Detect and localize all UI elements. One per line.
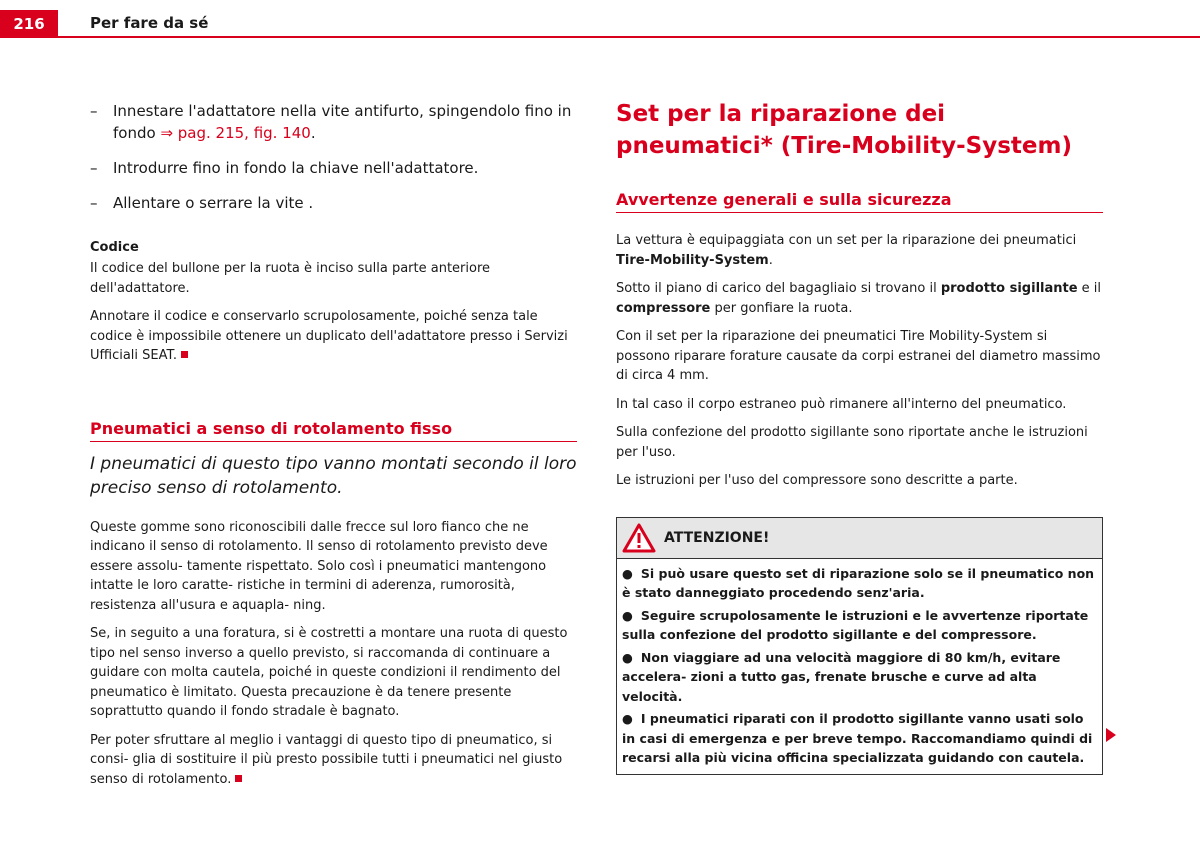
body-paragraph [90, 731, 577, 790]
left-column [90, 100, 577, 798]
body-paragraph [616, 279, 1103, 318]
warning-text: Si può usare questo set di riparazione solo se il pneumatico non è stato danneggiato procedendo senz'aria. [622, 565, 1095, 600]
end-square-icon [181, 351, 188, 358]
codice-paragraph: Il codice del bullone per la ruota è inciso sulla parte anteriore dell'adattatore. [90, 261, 491, 296]
warning-item [617, 606, 1102, 645]
step-dash: – [90, 102, 98, 120]
right-column [616, 98, 1103, 775]
bold-term: prodotto sigillante [940, 281, 1078, 296]
continue-arrow-icon [1106, 728, 1116, 742]
body-paragraph: Le istruzioni per l'uso del compressore sono descritte a parte. [616, 473, 1018, 488]
warning-list [617, 559, 1102, 774]
page-number: 216 [0, 10, 58, 38]
running-title: Per fare da sé [90, 14, 209, 32]
body-paragraph [616, 231, 1103, 270]
warning-text: Seguire scrupolosamente le istruzioni e le avvertenze riportate sulla confezione del prodotto sigillante e del compressore. [622, 607, 1089, 642]
body-paragraph: Se, in seguito a una foratura, si è costretti a montare una ruota di questo tipo nel senso inverso a quello previsto, si raccomanda di continuare a guidare con molta cautela, poiché in queste condizioni il rendimento del pneumatico è limitato. Questa precauzione è da tenere presente soprattutto quando il fondo stradale è bagnato. [90, 626, 568, 719]
subsection-heading: Avvertenze generali e sulla sicurezza [616, 190, 1103, 213]
bullet-icon: ● [622, 711, 633, 726]
bold-term: Tire-Mobility-System [616, 252, 769, 268]
step-text [113, 100, 577, 144]
step-item [90, 100, 577, 144]
warning-text: I pneumatici riparati con il prodotto sigillante vanno usati solo in casi di emergenza e per breve tempo. Raccomandiamo quindi di recarsi alla più vicina officina specializzata guidando con cautela. [622, 711, 1093, 765]
text-part: La vettura è equipaggiata con un set per la riparazione dei pneumatici [616, 233, 1077, 248]
bold-term: compressore [616, 300, 711, 316]
warning-item [617, 709, 1102, 768]
step-item [90, 192, 577, 214]
text-part: Sotto il piano di carico del bagagliaio si trovano il [616, 281, 941, 296]
codice-text: Annotare il codice e conservarlo scrupolosamente, poiché senza tale codice è impossibile ottenere un duplicato dell'adattatore presso i Servizi Ufficiali SEAT. [90, 309, 568, 363]
warning-item [617, 648, 1102, 707]
codice-paragraph [90, 307, 577, 366]
body-paragraph: Sulla confezione del prodotto sigillante sono riportate anche le istruzioni per l'uso. [616, 425, 1088, 460]
step-text-end: . [310, 124, 316, 142]
step-item [90, 157, 577, 179]
warning-header [617, 518, 1102, 559]
step-text: Introdurre fino in fondo la chiave nell'adattatore. [113, 159, 479, 177]
warning-box [616, 517, 1103, 775]
step-dash: – [90, 159, 98, 177]
step-text-part: Innestare l'adattatore nella vite antifurto, spingendolo fino in fondo [113, 102, 572, 142]
codice-heading: Codice [90, 240, 139, 255]
body-paragraph: Queste gomme sono riconoscibili dalle frecce sul loro fianco che ne indicano il senso di rotolamento. Il senso di rotolamento previsto deve essere assolu- tamente rispettato. Solo così i pneumatici mantengono intatte le loro caratte- ristiche in termini di aderenza, rumorosità, resistenza all'usura e aquapla- ning. [90, 519, 548, 613]
section-heading: Pneumatici a senso di rotolamento fisso [90, 419, 577, 442]
step-text: Allentare o serrare la vite . [113, 194, 314, 212]
section-lead: I pneumatici di questo tipo vanno montati secondo il loro preciso senso di rotolamento. [90, 453, 577, 498]
body-paragraph: Con il set per la riparazione dei pneumatici Tire Mobility-System si possono riparare forature causate da corpi estranei del diametro massimo di circa 4 mm. [616, 329, 1101, 383]
bullet-icon: ● [622, 649, 633, 665]
body-text: Per poter sfruttare al meglio i vantaggi di questo tipo di pneumatico, si consi- glia di sostituire il più presto possibile tutti i pneumatici nel giusto senso di rotolamento. [90, 732, 563, 787]
body-paragraph: In tal caso il corpo estraneo può rimanere all'interno del pneumatico. [616, 396, 1067, 412]
warning-item [617, 564, 1102, 603]
page-reference-link[interactable]: ⇒ pag. 215, fig. 140 [160, 124, 311, 142]
text-part: . [768, 252, 773, 268]
header-rule [0, 36, 1200, 38]
bullet-icon: ● [622, 565, 633, 581]
main-title: Set per la riparazione dei pneumatici* (Tire-Mobility-System) [616, 101, 1072, 159]
warning-title: ATTENZIONE! [664, 529, 770, 546]
text-part: per gonfiare la ruota. [710, 300, 853, 316]
bullet-icon: ● [622, 607, 633, 623]
warning-text: Non viaggiare ad una velocità maggiore di 80 km/h, evitare accelera- zioni a tutto gas, frenate brusche e curve ad alta velocità. [622, 649, 1061, 704]
warning-triangle-icon [622, 523, 656, 553]
step-dash: – [90, 194, 98, 212]
text-part: e il [1077, 281, 1102, 296]
end-square-icon [235, 775, 242, 782]
